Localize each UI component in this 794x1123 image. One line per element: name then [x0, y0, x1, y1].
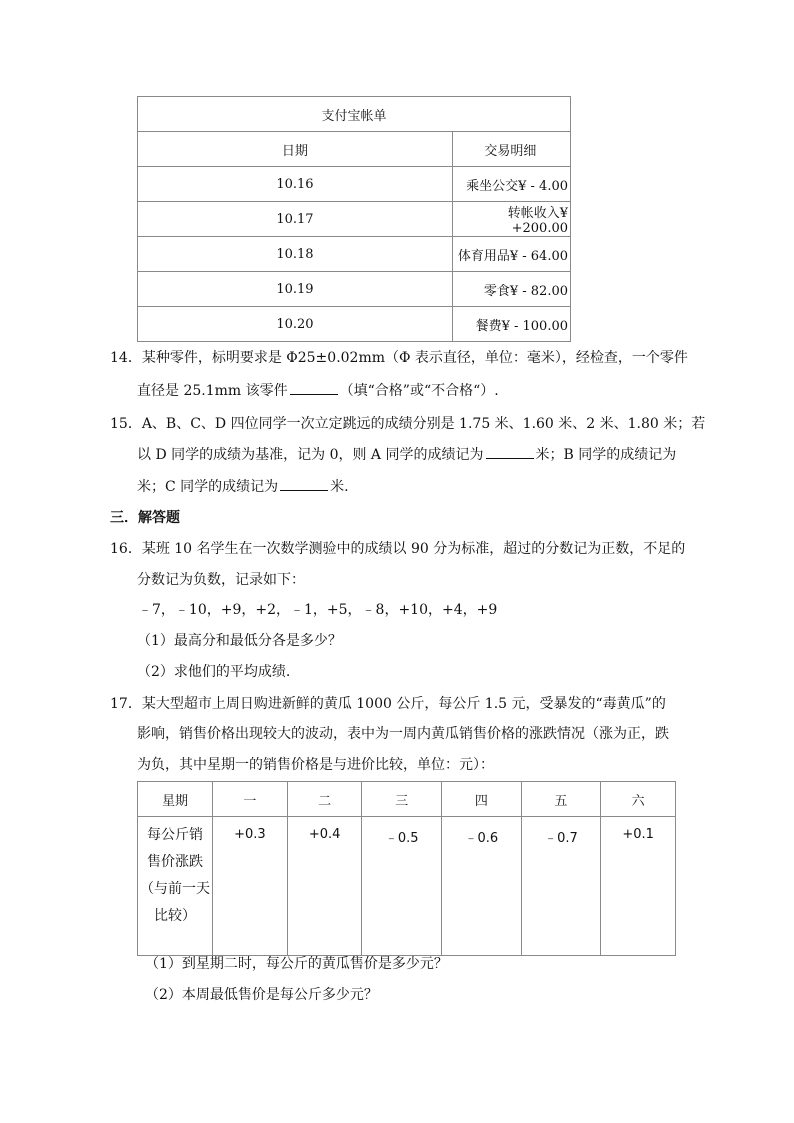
q15-line3 [137, 476, 349, 497]
detail-cell: 零食¥ - 82.00 [452, 272, 570, 307]
detail-cell: 餐费¥ - 100.00 [452, 307, 570, 342]
row-label [138, 817, 213, 956]
table-row [138, 237, 571, 272]
q17-line2: 影响，销售价格出现较大的波动，表中为一周内黄瓜销售价格的涨跌情况（涨为正，跌 [137, 726, 669, 742]
table-row [138, 272, 571, 307]
q17-line1: 17．某大型超市上周日购进新鲜的黄瓜 1000 公斤，每公斤 1.5 元，受暴发的“毒黄瓜”的 [110, 696, 666, 712]
q16-line1: 16．某班 10 名学生在一次数学测验中的成绩以 90 分为标准，超过的分数记为正数，不足的 [110, 541, 686, 557]
q14-text-a: 直径是 25.1mm 该零件 [137, 383, 288, 399]
header-sat: 六 [601, 782, 676, 817]
q14-text-b: （填“合格”或“不合格“）. [339, 383, 499, 399]
value-thu: ﹣0.6 [442, 817, 522, 956]
section-heading: 三．解答题 [110, 510, 180, 526]
q15-answer-blank-a[interactable] [486, 444, 534, 459]
header-date: 日期 [138, 132, 453, 167]
date-cell: 10.18 [138, 237, 453, 272]
q17-sub2: （2）本周最低售价是每公斤多少元？ [145, 987, 378, 1003]
date-cell: 10.16 [138, 167, 453, 202]
table-row [138, 817, 676, 956]
q15-text-a: 以 D 同学的成绩为基准，记为 0，则 A 同学的成绩记为 [137, 447, 484, 463]
detail-cell: 乘坐公交¥ - 4.00 [452, 167, 570, 202]
q15-text-c: 米；C 同学的成绩记为 [137, 479, 279, 495]
value-fri: ﹣0.7 [521, 817, 601, 956]
table-title: 支付宝帐单 [138, 97, 571, 132]
cucumber-price-table [137, 781, 676, 956]
date-cell: 10.19 [138, 272, 453, 307]
q15-answer-blank-c[interactable] [280, 476, 328, 491]
header-thu: 四 [442, 782, 522, 817]
q14-line2 [137, 380, 499, 401]
header-detail: 交易明细 [452, 132, 570, 167]
value-wed: ﹣0.5 [362, 817, 442, 956]
q15-line2 [137, 444, 676, 465]
header-fri: 五 [521, 782, 601, 817]
q16-sub1: （1）最高分和最低分各是多少？ [137, 633, 342, 649]
q16-line2: 分数记为负数，记录如下： [137, 572, 305, 588]
header-wed: 三 [362, 782, 442, 817]
header-weekday: 星期 [138, 782, 213, 817]
header-mon: 一 [213, 782, 288, 817]
q16-scores: ﹣7，﹣10，+9，+2，﹣1，+5，﹣8，+10，+4，+9 [138, 602, 498, 618]
table-row [138, 202, 571, 237]
value-tue: +0.4 [287, 817, 362, 956]
q15-text-d: 米. [330, 479, 349, 495]
q15-text-b: 米；B 同学的成绩记为 [535, 447, 677, 463]
value-sat: +0.1 [601, 817, 676, 956]
q17-sub1: （1）到星期二时，每公斤的黄瓜售价是多少元？ [145, 956, 448, 972]
alipay-statement-table [137, 96, 571, 342]
date-cell: 10.20 [138, 307, 453, 342]
q17-line3: 为负，其中星期一的销售价格是与进价比较，单位：元）： [137, 757, 494, 773]
row-label-line: 每公斤销 [147, 827, 203, 843]
detail-cell: 体育用品¥ - 64.00 [452, 237, 570, 272]
detail-cell: 转帐收入¥+200.00 [452, 202, 570, 237]
q14-line1: 14．某种零件，标明要求是 Φ25±0.02mm（Φ 表示直径，单位：毫米），经检查，一个零件 [110, 350, 688, 366]
header-tue: 二 [287, 782, 362, 817]
table-row [138, 307, 571, 342]
q16-sub2: （2）求他们的平均成绩. [137, 664, 291, 680]
date-cell: 10.17 [138, 202, 453, 237]
value-mon: +0.3 [213, 817, 288, 956]
q15-line1: 15．A、B、C、D 四位同学一次立定跳远的成绩分别是 1.75 米、1.60 米、2 米、1.80 米；若 [110, 416, 706, 432]
row-label-line: 比较） [154, 908, 196, 924]
row-label-line: （与前一天 [140, 881, 210, 897]
row-label-line: 售价涨跌 [147, 854, 203, 870]
table-row [138, 167, 571, 202]
q14-answer-blank[interactable] [290, 380, 338, 395]
